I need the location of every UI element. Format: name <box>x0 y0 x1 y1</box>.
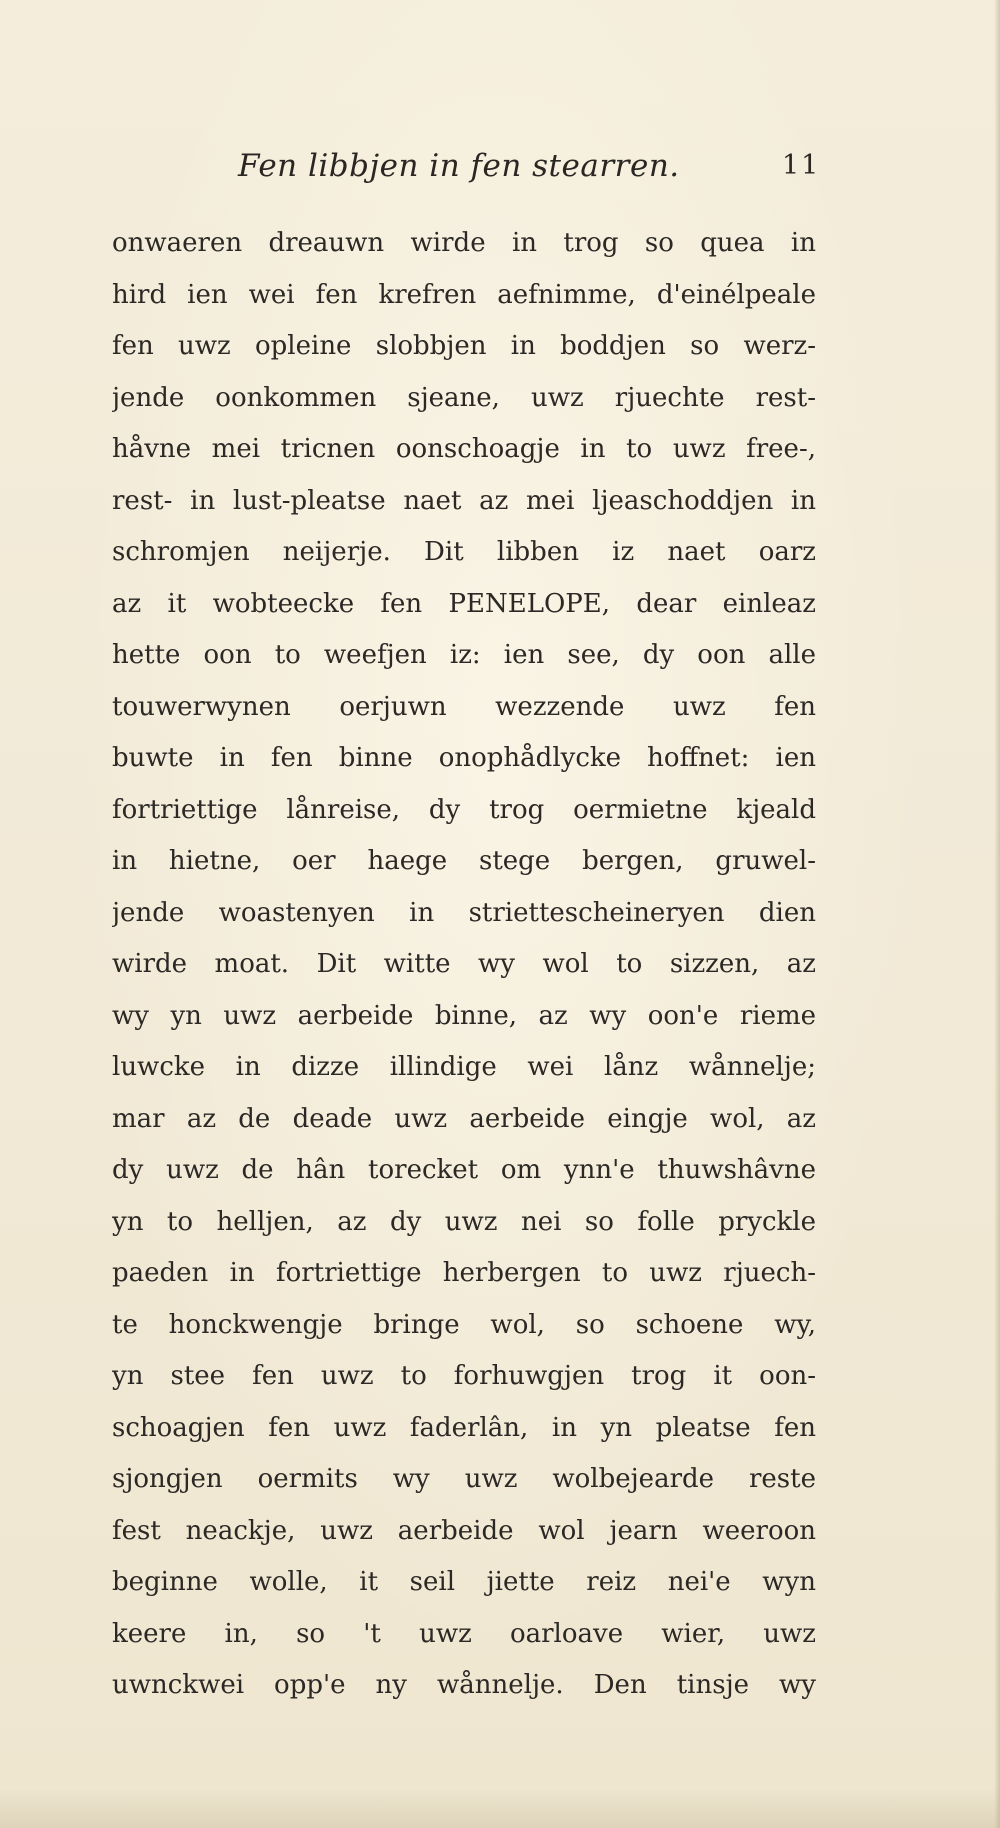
text-line: schromjen neijerje. Dit libben iz naet oarz <box>112 537 816 567</box>
text-line: az it wobteecke fen PENELOPE, dear einleaz <box>112 588 816 619</box>
text-line: uwnckwei opp'e ny wånnelje. Den tinsje wy <box>112 1670 816 1700</box>
page-number: 11 <box>782 150 821 181</box>
text-line: yn to helljen, az dy uwz nei so folle pryckle <box>112 1206 816 1237</box>
text-line: te honckwengje bringe wol, so schoene wy, <box>112 1309 816 1340</box>
text-line: fen uwz opleine slobbjen in boddjen so werz- <box>112 331 816 361</box>
text-line: sjongjen oermits wy uwz wolbejearde reste <box>112 1464 816 1494</box>
text-line: yn stee fen uwz to forhuwgjen trog it oon- <box>112 1361 816 1391</box>
text-line: wy yn uwz aerbeide binne, az wy oon'e rieme <box>112 1000 816 1031</box>
text-line: paeden in fortriettige herbergen to uwz rjuech- <box>112 1258 816 1288</box>
text-line: mar az de deade uwz aerbeide eingje wol, az <box>112 1103 816 1134</box>
text-line: hette oon to weefjen iz: ien see, dy oon alle <box>112 640 816 670</box>
text-line: in hietne, oer haege stege bergen, gruwel- <box>112 846 816 876</box>
running-head <box>0 148 1000 192</box>
text-line: schoagjen fen uwz faderlân, in yn pleatse fen <box>112 1412 816 1443</box>
text-line: hird ien wei fen krefren aefnimme, d'einélpeale <box>112 279 816 310</box>
text-line: keere in, so 't uwz oarloave wier, uwz <box>112 1618 816 1649</box>
text-line: fortriettige lånreise, dy trog oermietne kjeald <box>112 794 816 825</box>
text-line: jende oonkommen sjeane, uwz rjuechte rest- <box>112 382 816 413</box>
body-text <box>112 218 816 1712</box>
text-line: beginne wolle, it seil jiette reiz nei'e wyn <box>112 1567 816 1597</box>
text-line: fest neackje, uwz aerbeide wol jearn weeroon <box>112 1515 816 1546</box>
text-line: håvne mei tricnen oonschoagje in to uwz free-, <box>112 434 816 464</box>
text-line: buwte in fen binne onophådlycke hoffnet: ien <box>112 743 816 773</box>
running-head-title: Fen libbjen in fen stearren. <box>238 148 680 184</box>
text-line: jende woastenyen in striettescheineryen dien <box>112 897 816 928</box>
page-bottom-shadow <box>0 1788 1000 1828</box>
text-line: rest- in lust-pleatse naet az mei ljeaschoddjen in <box>112 485 816 516</box>
text-line: touwerwynen oerjuwn wezzende uwz fen <box>112 691 816 722</box>
page-edge-shadow <box>994 0 1000 1828</box>
text-line: luwcke in dizze illindige wei lånz wånnelje; <box>112 1052 816 1082</box>
text-line: onwaeren dreauwn wirde in trog so quea in <box>112 228 816 258</box>
text-line: dy uwz de hân torecket om ynn'e thuwshâvne <box>112 1155 816 1185</box>
text-line: wirde moat. Dit witte wy wol to sizzen, az <box>112 949 816 979</box>
